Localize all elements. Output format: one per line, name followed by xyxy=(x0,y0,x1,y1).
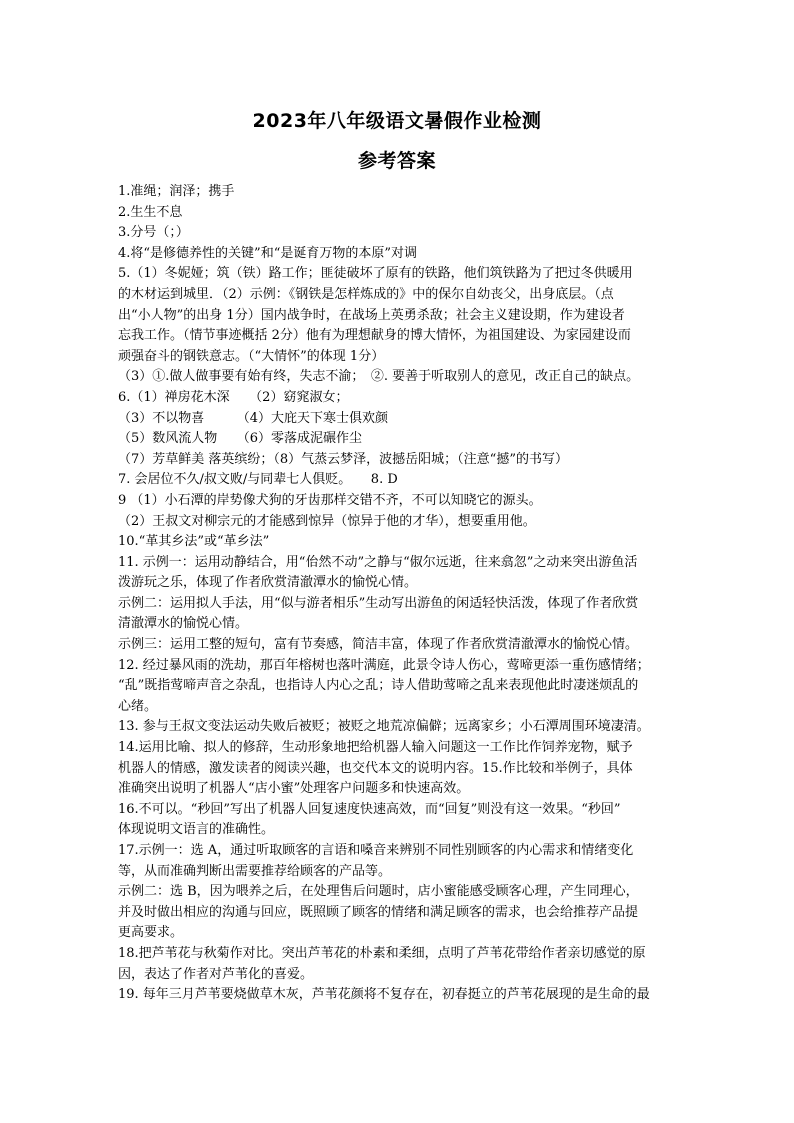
answer-line: 示例二：运用拟人手法，用“似与游者相乐”生动写出游鱼的闲适轻快活泼，体现了作者欣赏 xyxy=(118,595,639,611)
answer-line: 出“小人物”的出身 1分）国内战争时，在战场上英勇杀敌；社会主义建设期，作为建设者 xyxy=(118,307,625,323)
answer-line: 14.运用比喻、拟人的修辞，生动形象地把给机器人输入问题这一工作比作饲养宠物，赋予 xyxy=(118,740,633,756)
answer-line: 19. 每年三月芦苇要烧做草木灰，芦苇花颜将不复存在，初春挺立的芦苇花展现的是生命的最 xyxy=(118,987,650,1003)
answer-line: 清澈潭水的愉悦心情。 xyxy=(118,616,249,632)
answer-line: 6.（1）禅房花木深 （2）窈窕淑女； xyxy=(118,389,349,405)
answer-line: 12. 经过暴风雨的洗劫，那百年榕树也落叶满庭，此景令诗人伤心，莺啼更添一重伤感情绪； xyxy=(118,657,650,673)
answer-body xyxy=(118,182,686,1006)
page-subtitle: 参考答案 xyxy=(357,150,436,172)
answer-line: 的木材运到城里．（2）示例：《钢铁是怎样炼成的》中的保尔自幼丧父，出身底层。（点 xyxy=(118,286,614,302)
answer-line: 11. 示例一：运用动静结合，用“佁然不动”之静与“俶尔远逝，往来翕忽”之动来突出游鱼活 xyxy=(118,554,638,570)
answer-line: 5.（1）冬妮娅；筑（铁）路工作；匪徒破坏了原有的铁路，他们筑铁路为了把过冬供暖用 xyxy=(118,266,633,282)
answer-line: 16.不可以。“秒回”写出了机器人回复速度快速高效，而“回复”则没有这一效果。“秒回” xyxy=(118,801,621,817)
answer-line: （7）芳草鲜美 落英缤纷；（8）气蒸云梦泽，波撼岳阳城；（注意“撼”的书写） xyxy=(118,451,568,467)
answer-line: 7. 会居位不久/叔文败/与同辈七人俱贬。 8. D xyxy=(118,472,398,488)
answer-line: 13. 参与王叔文变法运动失败后被贬；被贬之地荒凉偏僻；远离家乡；小石潭周围环境凄清。 xyxy=(118,719,650,735)
answer-line: 示例三：运用工整的短句，富有节奏感，简洁丰富，体现了作者欣赏清澈潭水的愉悦心情。 xyxy=(118,637,639,653)
answer-line: 10.“革其乡法”或“革乡法” xyxy=(118,534,270,550)
page-title: 2023年八年级语文暑假作业检测 xyxy=(252,110,542,132)
answer-line: 体现说明文语言的准确性。 xyxy=(118,822,275,838)
answer-line: 等，从而准确判断出需要推荐给顾客的产品等。 xyxy=(118,863,392,879)
answer-line: 9 （1）小石潭的岸势像犬狗的牙齿那样交错不齐，不可以知晓它的源头。 xyxy=(118,492,542,508)
answer-line: 3.分号（；） xyxy=(118,225,189,241)
answer-line: 因，表达了作者对芦苇化的喜爱。 xyxy=(118,966,314,982)
answer-line: 更高要求。 xyxy=(118,925,184,941)
answer-line: 1.准绳；润泽；携手 xyxy=(118,184,235,199)
answer-line: 4.将“是修德养性的关键”和“是诞育万物的本原”对调 xyxy=(118,245,417,261)
answer-line: 17.示例一：选 A，通过听取顾客的言语和嗓音来辨别不同性别顾客的内心需求和情绪变化 xyxy=(118,843,634,858)
answer-line: 心绪。 xyxy=(118,698,158,714)
answer-line: “乱”既指莺啼声音之杂乱，也指诗人内心之乱；诗人借助莺啼之乱来表现他此时凄迷烦乱的 xyxy=(118,678,639,694)
answer-line: 18.把芦苇花与秋菊作对比。突出芦苇花的朴素和柔细，点明了芦苇花带给作者亲切感觉的原 xyxy=(118,945,646,961)
answer-line: （3）①.做人做事要有始有终，失志不渝； ②. 要善于听取别人的意见，改正自己的缺点。 xyxy=(118,369,640,385)
answer-line: 忘我工作。（情节事迹概括 2分）他有为理想献身的博大情怀，为祖国建设、为家园建设而 xyxy=(118,328,631,344)
answer-line: （3）不以物喜 （4）大庇天下寒士俱欢颜 xyxy=(118,410,389,426)
answer-line: （5）数风流人物 （6）零落成泥碾作尘 xyxy=(118,431,363,447)
answer-line: 准确突出说明了机器人“店小蜜”处理客户问题多和快速高效。 xyxy=(118,781,470,797)
answer-line: 2.生生不息 xyxy=(118,204,183,220)
answer-line: 泼游玩之乐，体现了作者欣赏清澈潭水的愉悦心情。 xyxy=(118,575,418,591)
answer-line: 顽强奋斗的钢铁意志。（“大情怀”的体现 1分） xyxy=(118,348,385,364)
answer-line: 并及时做出相应的沟通与回应，既照顾了顾客的情绪和满足顾客的需求，也会给推荐产品提 xyxy=(118,904,639,920)
answer-line: 示例二：选 B，因为喂养之后，在处理售后问题时，店小蜜能感受顾客心理，产生同理心， xyxy=(118,884,639,900)
answer-line: 机器人的情感，激发读者的阅读兴趣，也交代本文的说明内容。15.作比较和举例子，具体 xyxy=(118,760,633,776)
answer-line: （2）王叔文对柳宗元的才能感到惊异（惊异于他的才华），想要重用他。 xyxy=(118,513,536,529)
